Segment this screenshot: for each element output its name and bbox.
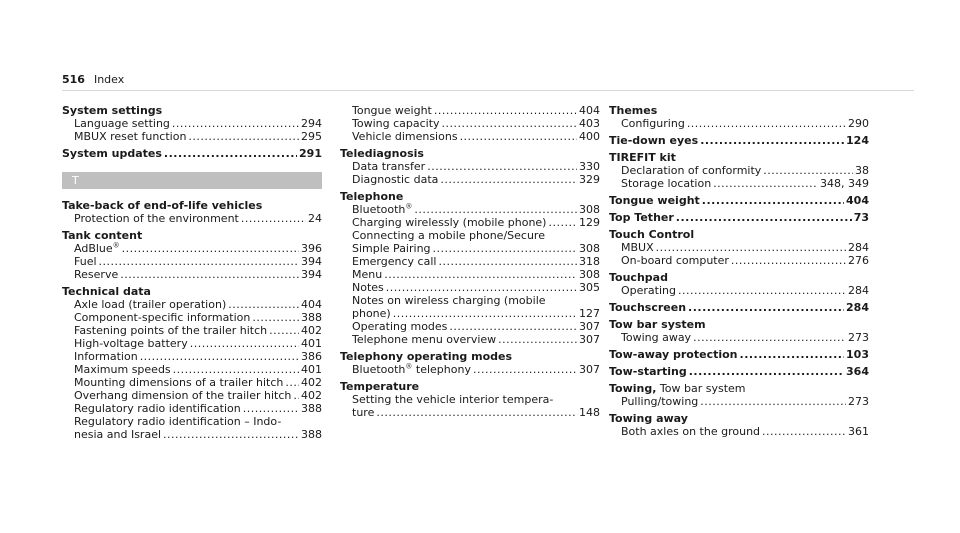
page-ref: 307: [579, 363, 600, 376]
index-term-label: Touchscreen: [609, 301, 687, 314]
index-term: [62, 229, 322, 242]
subentry-text: Emergency call: [352, 255, 437, 268]
index-entry: [609, 318, 869, 344]
subentry-text: MBUX: [621, 241, 654, 254]
index-subentry-label: [74, 350, 138, 363]
index-subentry: [609, 177, 869, 190]
subentry-text: Towing away: [621, 331, 692, 344]
index-subentry: [62, 212, 322, 225]
index-term: [340, 380, 600, 393]
index-entry: [609, 104, 869, 130]
index-subentry-label: ture: [352, 406, 375, 419]
index-subentry-label: [352, 130, 458, 143]
page-ref: 388: [301, 311, 322, 324]
index-entry: [62, 199, 322, 225]
index-entry: [340, 350, 600, 376]
page-ref: 305: [579, 281, 600, 294]
index-subentry: [340, 104, 600, 117]
leader-dots: [434, 104, 577, 117]
index-subentry: [62, 337, 322, 350]
index-subentry: [609, 425, 869, 438]
subentry-text: AdBlue: [74, 242, 113, 255]
leader-dots: [688, 301, 844, 314]
index-subentry-label: [621, 254, 729, 267]
leader-dots: [243, 402, 299, 415]
index-subentry-label: [352, 255, 436, 268]
subentry-text: Reserve: [74, 268, 119, 281]
index-term-label: Temperature: [340, 380, 420, 393]
index-subentry: [62, 117, 322, 130]
index-subentry: [340, 173, 600, 186]
leader-dots: [122, 242, 299, 255]
page-ref: 401: [301, 337, 322, 350]
page-ref: 273: [848, 331, 869, 344]
index-entry: [609, 228, 869, 267]
leader-dots: [438, 255, 577, 268]
index-subentry-label: [352, 203, 412, 216]
index-entry: [609, 382, 869, 408]
index-subentry-label: [621, 164, 761, 177]
page-ref: 388: [301, 402, 322, 415]
index-subentry: [609, 254, 869, 267]
index-subentry-label: [621, 117, 685, 130]
leader-dots: [427, 160, 577, 173]
index-subentry-label: [74, 376, 283, 389]
page-ref: 284: [848, 241, 869, 254]
index-subentry-label: [74, 255, 97, 268]
index-entry: [62, 285, 322, 441]
index-term: [609, 348, 869, 361]
subentry-text: Information: [74, 350, 138, 363]
leader-dots: [163, 428, 299, 441]
subentry-text: Protection of the environment: [74, 212, 239, 225]
index-subentry-label: [74, 242, 120, 255]
subentry-text: Fuel: [74, 255, 97, 268]
subentry-text: Operating modes: [352, 320, 448, 333]
subentry-text: On-board computer: [621, 254, 729, 267]
index-subentry: [609, 331, 869, 344]
page-ref: 403: [579, 117, 600, 130]
subentry-text: Notes: [352, 281, 384, 294]
leader-dots: [386, 281, 577, 294]
page-ref: 404: [579, 104, 600, 117]
index-term: [609, 211, 869, 224]
registered-mark: ®: [112, 241, 120, 250]
page-ref: 103: [846, 348, 869, 361]
page-ref: 273: [848, 395, 869, 408]
index-subentry: [609, 241, 869, 254]
index-subentry-label: [74, 389, 291, 402]
index-subentry-label: [352, 117, 440, 130]
leader-dots: [440, 173, 577, 186]
page-ref: 291: [299, 147, 322, 160]
subentry-text: Vehicle dimensions: [352, 130, 458, 143]
page-header: [62, 73, 124, 86]
page-ref: 129: [579, 216, 600, 229]
subentry-text: Component-specific information: [74, 311, 251, 324]
subentry-text: Fastening points of the trailer hitch: [74, 324, 268, 337]
index-entry: [609, 365, 869, 378]
index-subentry-label: [352, 268, 382, 281]
index-subentry: [340, 117, 600, 130]
subentry-text: Bluetooth: [352, 363, 406, 376]
index-term: [609, 412, 869, 425]
leader-dots: [700, 134, 844, 147]
leader-dots: [713, 177, 818, 190]
index-term-label: Touch Control: [609, 228, 695, 241]
subentry-text: Telephone menu overview: [352, 333, 497, 346]
subentry-text: Overhang dimension of the trailer hitch: [74, 389, 292, 402]
index-term: [62, 285, 322, 298]
index-subentry: [62, 268, 322, 281]
index-subentry-label: nesia and Israel: [74, 428, 162, 441]
page-ref: 348, 349: [820, 177, 869, 190]
index-subentry-label: [74, 324, 267, 337]
page-ref: 276: [848, 254, 869, 267]
leader-dots: [656, 241, 846, 254]
page-ref: 38: [855, 164, 869, 177]
leader-dots: [241, 212, 306, 225]
index-entry: [62, 229, 322, 281]
index-subentry-label: Simple Pairing: [352, 242, 431, 255]
page-ref: 294: [301, 117, 322, 130]
leader-dots: [172, 117, 299, 130]
leader-dots: [376, 406, 577, 419]
index-subentry: [62, 350, 322, 363]
index-term: [609, 194, 869, 207]
page-ref: 330: [579, 160, 600, 173]
index-entry: [62, 104, 322, 143]
leader-dots: [140, 350, 299, 363]
page-ref: 307: [579, 320, 600, 333]
leader-dots: [548, 216, 577, 229]
index-term-suffix: Tow bar system: [656, 382, 746, 395]
index-subentry: [340, 216, 600, 229]
leader-dots: [449, 320, 577, 333]
subentry-text: Data transfer: [352, 160, 426, 173]
index-entry: [340, 104, 600, 143]
subentry-text: Declaration of conformity: [621, 164, 762, 177]
index-subentry-line: Connecting a mobile phone/Secure: [352, 229, 545, 242]
index-entry: [340, 147, 600, 186]
index-subentry: [609, 117, 869, 130]
index-term: [609, 301, 869, 314]
index-subentry-label: [621, 284, 676, 297]
index-subentry: [62, 130, 322, 143]
leader-dots: [763, 164, 853, 177]
page-ref: 404: [846, 194, 869, 207]
page-ref: 308: [579, 242, 600, 255]
subentry-text: Operating: [621, 284, 676, 297]
registered-mark: ®: [405, 362, 413, 371]
index-subentry: [340, 320, 600, 333]
index-subentry: [62, 324, 322, 337]
index-subentry: [609, 395, 869, 408]
page-ref: 396: [301, 242, 322, 255]
index-entry: [609, 194, 869, 207]
index-term: [340, 147, 600, 160]
header-divider: [62, 90, 914, 91]
index-subentry-line: Notes on wireless charging (mobile: [352, 294, 546, 307]
index-entry: [609, 348, 869, 361]
page-ref: 402: [301, 324, 322, 337]
leader-dots: [442, 117, 577, 130]
registered-mark: ®: [405, 202, 413, 211]
page-ref: 124: [846, 134, 869, 147]
leader-dots: [433, 242, 577, 255]
index-subentry: [62, 255, 322, 268]
index-subentry-label: [74, 402, 241, 415]
index-subentry: [340, 160, 600, 173]
leader-dots: [285, 376, 299, 389]
page-ref: 284: [846, 301, 869, 314]
subentry-text: Configuring: [621, 117, 685, 130]
index-subentry: [62, 402, 322, 415]
index-entry: [609, 301, 869, 314]
index-subentry: [340, 203, 600, 216]
leader-dots: [702, 194, 844, 207]
leader-dots: [676, 211, 852, 224]
page-ref: 148: [579, 406, 600, 419]
page-ref: 308: [579, 268, 600, 281]
index-term: [62, 104, 322, 117]
index-subentry-label: [352, 320, 447, 333]
index-term: [340, 190, 600, 203]
index-term-label: Tow bar system: [609, 318, 706, 331]
leader-dots: [762, 425, 846, 438]
index-term-label: Telephony operating modes: [340, 350, 513, 363]
index-entry: [340, 380, 600, 419]
subentry-text: Regulatory radio identification: [74, 402, 241, 415]
index-subentry-label: [74, 298, 226, 311]
index-term-label: Top Tether: [609, 211, 674, 224]
index-entry: [62, 147, 322, 160]
index-subentry-label: [352, 216, 546, 229]
index-subentry-label: [74, 363, 171, 376]
index-term: [609, 318, 869, 331]
page-ref: 364: [846, 365, 869, 378]
index-term-label: Towing away: [609, 412, 688, 425]
page-ref: 284: [848, 284, 869, 297]
leader-dots: [687, 117, 846, 130]
index-subentry: [62, 242, 322, 255]
section-title: Index: [93, 73, 125, 86]
index-subentry: [340, 307, 600, 320]
page-ref: 386: [301, 350, 322, 363]
subentry-text: Diagnostic data: [352, 173, 439, 186]
index-term: [62, 147, 322, 160]
page-ref: 401: [301, 363, 322, 376]
index-entry: [609, 412, 869, 438]
page-ref: 295: [301, 130, 322, 143]
index-term-label: Towing,: [609, 382, 657, 395]
index-column-1: [62, 104, 322, 445]
index-subentry: [62, 389, 322, 402]
index-subentry-label: [352, 281, 384, 294]
index-subentry-label: [74, 130, 186, 143]
index-subentry: [340, 363, 600, 376]
page-ref: 308: [579, 203, 600, 216]
page-ref: 400: [579, 130, 600, 143]
index-subentry-label: [621, 241, 654, 254]
index-entry: [609, 134, 869, 147]
leader-dots: [678, 284, 846, 297]
index-column-2: [340, 104, 600, 423]
index-term: [609, 151, 869, 164]
index-subentry-label: [74, 117, 170, 130]
leader-dots: [120, 268, 299, 281]
index-entry: [340, 190, 600, 346]
leader-dots: [164, 147, 297, 160]
leader-dots: [414, 203, 577, 216]
subentry-text: Bluetooth: [352, 203, 406, 216]
page-number: 516: [62, 73, 85, 86]
leader-dots: [498, 333, 577, 346]
index-subentry: [62, 428, 322, 441]
leader-dots: [269, 324, 299, 337]
index-subentry-label: [352, 173, 438, 186]
index-subentry-label: [74, 212, 239, 225]
index-term-label: Touchpad: [609, 271, 668, 284]
index-subentry: [62, 311, 322, 324]
leader-dots: [700, 395, 846, 408]
leader-dots: [293, 389, 299, 402]
index-subentry: [340, 333, 600, 346]
subentry-text: High-voltage battery: [74, 337, 188, 350]
index-term: [609, 228, 869, 241]
index-subentry: [340, 255, 600, 268]
page-ref: 402: [301, 389, 322, 402]
index-subentry-line: Regulatory radio identification – Indo-: [74, 415, 282, 428]
index-term-label: System updates: [62, 147, 162, 160]
subentry-text: Maximum speeds: [74, 363, 171, 376]
index-term-label: System settings: [62, 104, 163, 117]
index-subentry: [62, 363, 322, 376]
index-term-label: Take-back of end-of-life vehicles: [62, 199, 263, 212]
leader-dots: [689, 365, 844, 378]
index-entry: [609, 151, 869, 190]
index-subentry: [62, 298, 322, 311]
subentry-text: Pulling/towing: [621, 395, 699, 408]
index-subentry-label: [621, 177, 711, 190]
page-ref: 290: [848, 117, 869, 130]
page-ref: 329: [579, 173, 600, 186]
subentry-text: Both axles on the ground: [621, 425, 761, 438]
index-subentry: [609, 284, 869, 297]
index-term-label: Tie-down eyes: [609, 134, 699, 147]
page-ref: 361: [848, 425, 869, 438]
page-ref: 404: [301, 298, 322, 311]
page-ref: 388: [301, 428, 322, 441]
index-term: [340, 350, 600, 363]
leader-dots: [173, 363, 299, 376]
index-subentry-label: [352, 333, 496, 346]
subentry-text: Axle load (trailer operation): [74, 298, 227, 311]
leader-dots: [228, 298, 299, 311]
index-subentry: [340, 406, 600, 419]
index-term-label: Tank content: [62, 229, 143, 242]
subentry-text: Menu: [352, 268, 383, 281]
index-term-label: TIREFIT kit: [609, 151, 676, 164]
subentry-text: Towing capacity: [352, 117, 440, 130]
page-ref: 73: [853, 211, 869, 224]
subentry-text: Mounting dimensions of a trailer hitch: [74, 376, 284, 389]
page-ref: 394: [301, 255, 322, 268]
subentry-text: Storage location: [621, 177, 712, 190]
leader-dots: [384, 268, 577, 281]
index-entry: [609, 271, 869, 297]
leader-dots: [190, 337, 299, 350]
index-term: [609, 365, 869, 378]
page-ref: 307: [579, 333, 600, 346]
index-term-label: Tow-starting: [609, 365, 687, 378]
index-term-label: Tow-away protection: [609, 348, 738, 361]
index-term: [609, 382, 869, 395]
leader-dots: [731, 254, 846, 267]
leader-dots: [188, 130, 299, 143]
index-term-label: Telediagnosis: [340, 147, 424, 160]
index-term-label: Themes: [609, 104, 658, 117]
subentry-text: Language setting: [74, 117, 170, 130]
page-ref: 394: [301, 268, 322, 281]
index-term: [62, 199, 322, 212]
index-column-3: [609, 104, 869, 442]
index-subentry-label: [74, 311, 250, 324]
page-ref: 318: [579, 255, 600, 268]
index-subentry-label: [352, 160, 425, 173]
page-ref: 24: [308, 212, 322, 225]
index-subentry-label: [352, 104, 432, 117]
letter-divider: T: [62, 172, 322, 189]
index-subentry-label: [74, 268, 118, 281]
index-subentry-line: Setting the vehicle interior tempera-: [352, 393, 554, 406]
index-term-label: Tongue weight: [609, 194, 700, 207]
leader-dots: [252, 311, 299, 324]
index-term-label: Technical data: [62, 285, 151, 298]
subentry-text: Tongue weight: [352, 104, 432, 117]
page-ref: 402: [301, 376, 322, 389]
subentry-label-cont: telephony: [412, 363, 471, 376]
index-subentry: [340, 268, 600, 281]
index-subentry-label: [74, 337, 188, 350]
index-subentry: [340, 130, 600, 143]
leader-dots: [473, 363, 577, 376]
leader-dots: [99, 255, 299, 268]
index-term: [609, 271, 869, 284]
index-term: [609, 134, 869, 147]
leader-dots: [393, 307, 577, 320]
leader-dots: [740, 348, 845, 361]
index-subentry: [340, 281, 600, 294]
leader-dots: [460, 130, 577, 143]
page-ref: 127: [579, 307, 600, 320]
index-entry: [609, 211, 869, 224]
index-term: [609, 104, 869, 117]
index-subentry-label: [352, 363, 471, 376]
index-subentry-label: [621, 395, 698, 408]
subentry-text: Charging wirelessly (mobile phone): [352, 216, 547, 229]
index-term-label: Telephone: [340, 190, 404, 203]
index-subentry-label: [621, 331, 691, 344]
index-subentry: [609, 164, 869, 177]
leader-dots: [693, 331, 846, 344]
subentry-text: MBUX reset function: [74, 130, 187, 143]
index-subentry-label: [621, 425, 760, 438]
index-subentry: [340, 242, 600, 255]
index-subentry-label: phone): [352, 307, 391, 320]
index-subentry: [62, 376, 322, 389]
